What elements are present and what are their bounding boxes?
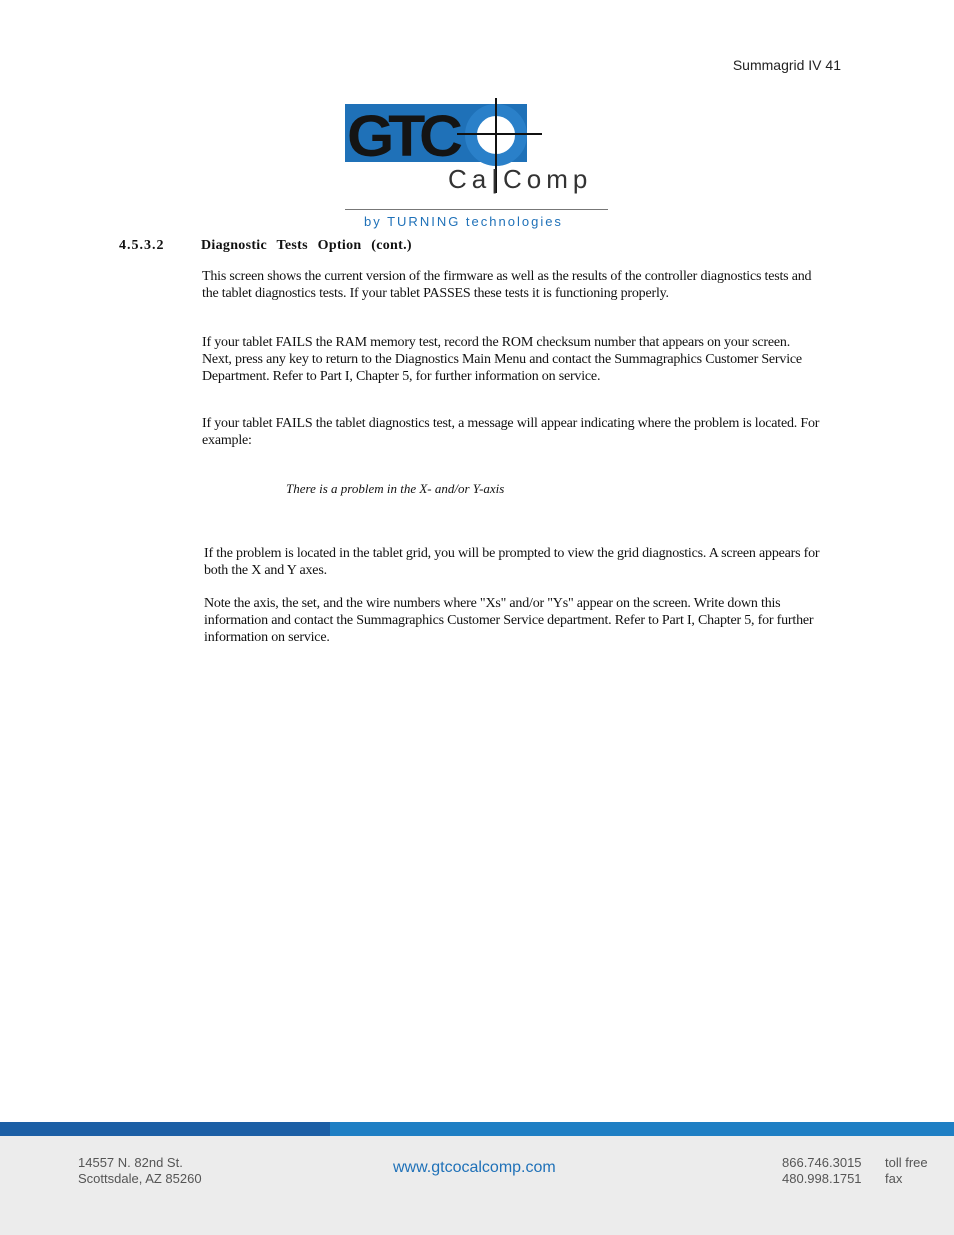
footer-address-line2: Scottsdale, AZ 85260 <box>78 1171 202 1186</box>
footer-phone-labels <box>885 1155 928 1187</box>
section-title: Diagnostic Tests Option (cont.) <box>201 238 412 253</box>
paragraph-firmware-version: This screen shows the current version of the firmware as well as the results of the controller diagnostics tests and the tablet diagnostics tests. If your tablet PASSES these tests it is functioning properly. <box>202 269 812 301</box>
example-message: There is a problem in the X- and/or Y-axis <box>286 481 505 496</box>
footer-address <box>78 1155 202 1187</box>
section-number: 4.5.3.2 <box>119 238 165 253</box>
paragraph-wire-numbers: Note the axis, the set, and the wire numbers where "Xs" and/or "Ys" appear on the screen. Write down this information and contact the Summagraphics Customer Service department. Refer to Part I, Chapter 5, for further information on service. <box>204 596 814 645</box>
footer-phone-tollfree: 866.746.3015 <box>782 1155 862 1170</box>
paragraph-tablet-diagnostics: If your tablet FAILS the tablet diagnostics test, a message will appear indicating where the problem is located. For example: <box>202 416 820 448</box>
footer-phones <box>782 1155 862 1187</box>
footer-address-line1: 14557 N. 82nd St. <box>78 1155 183 1170</box>
logo-gtc-text: GTC <box>347 104 457 169</box>
footer-accent-bar-dark <box>0 1122 330 1136</box>
footer-phone-fax: 480.998.1751 <box>782 1171 862 1186</box>
paragraph-ram-test: If your tablet FAILS the RAM memory test, record the ROM checksum number that appears on your screen. Next, press any key to return to the Diagnostics Main Menu and contact the Summagraphics Customer Service Department. Refer to Part I, Chapter 5, for further information on service. <box>202 335 802 384</box>
footer-label-fax: fax <box>885 1171 903 1186</box>
gtco-calcomp-logo <box>345 98 615 233</box>
logo-calcomp-text: Ca|Comp <box>448 164 593 194</box>
footer-label-tollfree: toll free <box>885 1155 928 1170</box>
footer-website-link[interactable]: www.gtcocalcomp.com <box>393 1159 556 1176</box>
page-header: Summagrid IV 41 <box>732 57 841 73</box>
logo-crosshair-horizontal <box>457 133 542 135</box>
logo-divider <box>345 209 608 210</box>
paragraph-grid-diagnostics: If the problem is located in the tablet grid, you will be prompted to view the grid diagnostics. A screen appears for both the X and Y axes. <box>204 546 820 578</box>
logo-tagline: by TURNING technologies <box>364 214 563 229</box>
